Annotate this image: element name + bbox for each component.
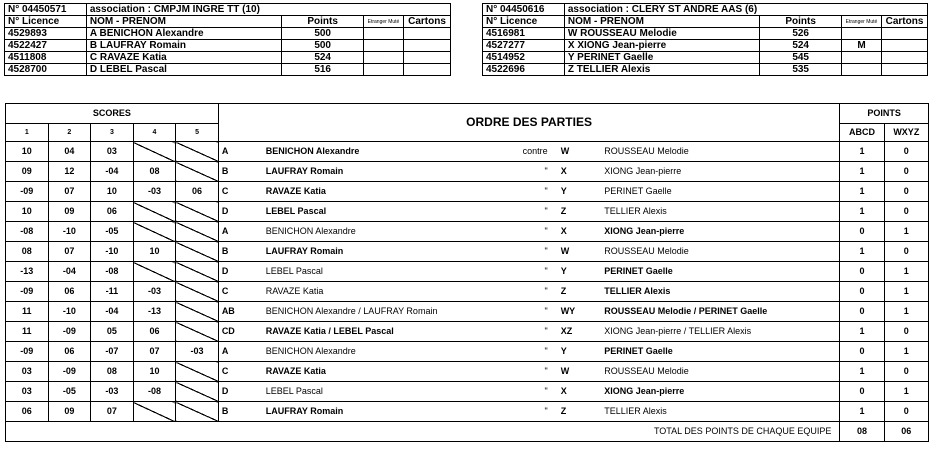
total-label: TOTAL DES POINTS DE CHAQUE EQUIPE (6, 422, 840, 442)
versus-label: " (443, 362, 558, 382)
team-b-player: XIONG Jean-pierre (601, 222, 840, 242)
set-score: -09 (6, 282, 49, 302)
total-team-b: 06 (884, 422, 928, 442)
set-score: 08 (6, 242, 49, 262)
match-row (6, 162, 929, 182)
match-row (6, 242, 929, 262)
player-licence: 4514952 (483, 52, 565, 64)
player-licence: 4511808 (5, 52, 87, 64)
team-b-player: TELLIER Alexis (601, 202, 840, 222)
player-points: 516 (282, 64, 364, 76)
player-name: X XIONG Jean-pierre (564, 40, 759, 52)
set-score (133, 262, 176, 282)
set-score (176, 382, 219, 402)
player-points: 524 (282, 52, 364, 64)
team-a-letter: C (218, 362, 262, 382)
set-score: 04 (48, 142, 91, 162)
set-score: 06 (48, 342, 91, 362)
set-score: 06 (48, 282, 91, 302)
team-a-point: 1 (840, 142, 884, 162)
match-row (6, 282, 929, 302)
player-points: 500 (282, 28, 364, 40)
player-cartons (403, 40, 450, 52)
team-a-letter: D (218, 202, 262, 222)
team-a-point: 1 (840, 202, 884, 222)
team-a-player: RAVAZE Katia (263, 362, 443, 382)
team-a-player: LAUFRAY Romain (263, 242, 443, 262)
player-etranger (364, 52, 404, 64)
set-score: 10 (6, 202, 49, 222)
player-licence: 4527277 (483, 40, 565, 52)
team-a-player: LEBEL Pascal (263, 202, 443, 222)
set-score (133, 222, 176, 242)
match-sheet-table (5, 103, 929, 442)
versus-label: " (443, 182, 558, 202)
player-row (5, 40, 451, 52)
team-b-player: ROUSSEAU Melodie / PERINET Gaelle (601, 302, 840, 322)
team-b-letter: Y (558, 342, 602, 362)
team-b-player: TELLIER Alexis (601, 402, 840, 422)
order-header: ORDRE DES PARTIES (218, 104, 840, 142)
team-b-player: PERINET Gaelle (601, 182, 840, 202)
team-b-point: 1 (884, 262, 928, 282)
club-b-name-header: NOM - PRENOM (564, 16, 759, 28)
team-b-point: 0 (884, 142, 928, 162)
set-score: 06 (176, 182, 219, 202)
set-score (176, 162, 219, 182)
team-b-point: 1 (884, 382, 928, 402)
club-b-licence-header: N° Licence (483, 16, 565, 28)
set-score: 07 (48, 242, 91, 262)
team-a-letter: B (218, 162, 262, 182)
team-b-letter: XZ (558, 322, 602, 342)
team-a-letter: D (218, 262, 262, 282)
player-points: 545 (760, 52, 842, 64)
player-points: 500 (282, 40, 364, 52)
set-score: -08 (91, 262, 134, 282)
player-cartons (881, 64, 927, 76)
set-score: 12 (48, 162, 91, 182)
match-row (6, 322, 929, 342)
team-a-letter: A (218, 342, 262, 362)
set-number: 1 (6, 124, 49, 142)
versus-label: " (443, 162, 558, 182)
team-b-letter: X (558, 162, 602, 182)
team-b-player: TELLIER Alexis (601, 282, 840, 302)
set-number: 3 (91, 124, 134, 142)
set-score: -10 (48, 222, 91, 242)
set-score: 05 (91, 322, 134, 342)
team-a-point: 1 (840, 162, 884, 182)
set-score: -13 (133, 302, 176, 322)
team-b-letter: W (558, 242, 602, 262)
club-a-number: N° 04450571 (5, 4, 87, 16)
team-a-point: 1 (840, 242, 884, 262)
set-score: -07 (91, 342, 134, 362)
set-score: -09 (48, 362, 91, 382)
player-etranger (364, 28, 404, 40)
team-a-point: 0 (840, 222, 884, 242)
set-score (176, 142, 219, 162)
team-b-point: 1 (884, 302, 928, 322)
team-b-letter: Z (558, 202, 602, 222)
team-a-point: 0 (840, 302, 884, 322)
versus-label: " (443, 222, 558, 242)
set-number: 2 (48, 124, 91, 142)
set-score (176, 202, 219, 222)
set-score: 03 (6, 382, 49, 402)
team-a-letter: C (218, 282, 262, 302)
set-score: -10 (48, 302, 91, 322)
team-a-point: 1 (840, 182, 884, 202)
set-score: 06 (91, 202, 134, 222)
team-a-player: LEBEL Pascal (263, 262, 443, 282)
team-b-point: 1 (884, 342, 928, 362)
team-a-letter: D (218, 382, 262, 402)
player-name: B LAUFRAY Romain (86, 40, 281, 52)
club-b-etranger-header: Etranger Muté (842, 16, 882, 28)
set-score (176, 222, 219, 242)
set-score: 07 (133, 342, 176, 362)
team-b-letter: Y (558, 262, 602, 282)
player-name: D LEBEL Pascal (86, 64, 281, 76)
versus-label: " (443, 382, 558, 402)
set-score: -05 (91, 222, 134, 242)
set-score: -04 (48, 262, 91, 282)
team-b-point: 0 (884, 162, 928, 182)
set-score: -11 (91, 282, 134, 302)
set-score: -04 (91, 302, 134, 322)
player-licence: 4528700 (5, 64, 87, 76)
points-header: POINTS (840, 104, 929, 124)
set-score: 03 (91, 142, 134, 162)
player-name: C RAVAZE Katia (86, 52, 281, 64)
set-score (176, 262, 219, 282)
team-b-point: 0 (884, 202, 928, 222)
set-score: 06 (6, 402, 49, 422)
team-b-letter: WY (558, 302, 602, 322)
set-score: -03 (133, 182, 176, 202)
team-b-letter: Z (558, 402, 602, 422)
set-score: -03 (176, 342, 219, 362)
set-score: 11 (6, 302, 49, 322)
set-score: 03 (6, 362, 49, 382)
match-row (6, 202, 929, 222)
match-row (6, 222, 929, 242)
team-a-point: 1 (840, 322, 884, 342)
club-a-cartons-header: Cartons (403, 16, 450, 28)
team-b-player: ROUSSEAU Melodie (601, 142, 840, 162)
team-a-letter: CD (218, 322, 262, 342)
player-etranger (364, 40, 404, 52)
team-b-points-label: WXYZ (884, 124, 928, 142)
match-row (6, 382, 929, 402)
versus-label: " (443, 262, 558, 282)
team-a-letter: B (218, 242, 262, 262)
team-b-player: ROUSSEAU Melodie (601, 362, 840, 382)
team-b-player: XIONG Jean-pierre / TELLIER Alexis (601, 322, 840, 342)
team-a-letter: A (218, 142, 262, 162)
scores-header: SCORES (6, 104, 219, 124)
team-b-point: 0 (884, 322, 928, 342)
set-score: 10 (91, 182, 134, 202)
versus-label: " (443, 402, 558, 422)
player-row (5, 64, 451, 76)
team-b-letter: X (558, 222, 602, 242)
player-row (483, 28, 928, 40)
player-name: A BENICHON Alexandre (86, 28, 281, 40)
player-etranger (842, 28, 882, 40)
player-etranger (842, 64, 882, 76)
player-points: 526 (760, 28, 842, 40)
set-score: 08 (91, 362, 134, 382)
team-b-player: PERINET Gaelle (601, 342, 840, 362)
club-a-points-header: Points (282, 16, 364, 28)
player-etranger (364, 64, 404, 76)
set-score: 07 (48, 182, 91, 202)
player-cartons (403, 64, 450, 76)
team-b-player: XIONG Jean-pierre (601, 382, 840, 402)
set-score: -13 (6, 262, 49, 282)
set-score: 11 (6, 322, 49, 342)
match-row (6, 342, 929, 362)
player-cartons (881, 40, 927, 52)
club-b-number: N° 04450616 (483, 4, 565, 16)
player-row (483, 40, 928, 52)
set-score: 10 (6, 142, 49, 162)
player-row (5, 28, 451, 40)
team-b-letter: X (558, 382, 602, 402)
versus-label: contre (443, 142, 558, 162)
team-a-player: BENICHON Alexandre (263, 142, 443, 162)
player-licence: 4522696 (483, 64, 565, 76)
set-score: -09 (48, 322, 91, 342)
team-a-point: 0 (840, 342, 884, 362)
player-row (483, 52, 928, 64)
team-a-player: LAUFRAY Romain (263, 162, 443, 182)
player-licence: 4522427 (5, 40, 87, 52)
set-score: 09 (48, 402, 91, 422)
team-b-letter: Z (558, 282, 602, 302)
match-row (6, 182, 929, 202)
set-score (176, 322, 219, 342)
team-b-player: ROUSSEAU Melodie (601, 242, 840, 262)
player-row (5, 52, 451, 64)
versus-label: " (443, 202, 558, 222)
set-score: 08 (133, 162, 176, 182)
set-score: -04 (91, 162, 134, 182)
team-a-points-label: ABCD (840, 124, 884, 142)
club-b-table (482, 3, 928, 76)
player-cartons (881, 28, 927, 40)
team-b-point: 0 (884, 182, 928, 202)
player-name: W ROUSSEAU Melodie (564, 28, 759, 40)
team-a-letter: A (218, 222, 262, 242)
team-b-point: 0 (884, 242, 928, 262)
player-name: Z TELLIER Alexis (564, 64, 759, 76)
match-row (6, 262, 929, 282)
club-a-name-header: NOM - PRENOM (86, 16, 281, 28)
team-a-point: 1 (840, 402, 884, 422)
team-a-point: 0 (840, 382, 884, 402)
set-score: -09 (6, 182, 49, 202)
set-score: -05 (48, 382, 91, 402)
player-name: Y PERINET Gaelle (564, 52, 759, 64)
team-b-player: PERINET Gaelle (601, 262, 840, 282)
player-cartons (403, 52, 450, 64)
team-a-player: RAVAZE Katia (263, 282, 443, 302)
team-b-point: 1 (884, 282, 928, 302)
club-a-table (4, 3, 451, 76)
team-a-player: LAUFRAY Romain (263, 402, 443, 422)
club-a-licence-header: N° Licence (5, 16, 87, 28)
set-score (133, 202, 176, 222)
versus-label: " (443, 242, 558, 262)
team-a-letter: B (218, 402, 262, 422)
club-b-cartons-header: Cartons (881, 16, 927, 28)
team-a-player: RAVAZE Katia (263, 182, 443, 202)
team-b-letter: W (558, 142, 602, 162)
versus-label: " (443, 342, 558, 362)
club-b-points-header: Points (760, 16, 842, 28)
set-score: -03 (133, 282, 176, 302)
team-b-letter: W (558, 362, 602, 382)
set-number: 5 (176, 124, 219, 142)
versus-label: " (443, 302, 558, 322)
set-score: -03 (91, 382, 134, 402)
set-score: 09 (6, 162, 49, 182)
team-b-letter: Y (558, 182, 602, 202)
total-team-a: 08 (840, 422, 884, 442)
set-number: 4 (133, 124, 176, 142)
set-score: 10 (133, 362, 176, 382)
team-a-letter: C (218, 182, 262, 202)
team-a-point: 0 (840, 282, 884, 302)
player-points: 535 (760, 64, 842, 76)
team-a-player: BENICHON Alexandre (263, 222, 443, 242)
club-b-association: association : CLERY ST ANDRE AAS (6) (564, 4, 927, 16)
team-b-player: XIONG Jean-pierre (601, 162, 840, 182)
player-points: 524 (760, 40, 842, 52)
team-a-point: 1 (840, 362, 884, 382)
set-score (176, 362, 219, 382)
team-a-player: BENICHON Alexandre (263, 342, 443, 362)
set-score (133, 402, 176, 422)
set-score: 06 (133, 322, 176, 342)
set-score (176, 242, 219, 262)
versus-label: " (443, 282, 558, 302)
set-score: 09 (48, 202, 91, 222)
set-score (176, 402, 219, 422)
team-a-point: 0 (840, 262, 884, 282)
team-a-player: BENICHON Alexandre / LAUFRAY Romain (263, 302, 443, 322)
team-b-point: 0 (884, 362, 928, 382)
player-etranger: M (842, 40, 882, 52)
set-score: -08 (6, 222, 49, 242)
set-score: 07 (91, 402, 134, 422)
set-score: -10 (91, 242, 134, 262)
team-a-letter: AB (218, 302, 262, 322)
player-licence: 4529893 (5, 28, 87, 40)
team-b-point: 1 (884, 222, 928, 242)
player-etranger (842, 52, 882, 64)
player-row (483, 64, 928, 76)
match-row (6, 402, 929, 422)
match-row (6, 142, 929, 162)
club-a-etranger-header: Etranger Muté (364, 16, 404, 28)
set-score (176, 302, 219, 322)
player-cartons (881, 52, 927, 64)
set-score: -08 (133, 382, 176, 402)
team-a-player: RAVAZE Katia / LEBEL Pascal (263, 322, 443, 342)
player-licence: 4516981 (483, 28, 565, 40)
versus-label: " (443, 322, 558, 342)
match-row (6, 362, 929, 382)
player-cartons (403, 28, 450, 40)
set-score: -09 (6, 342, 49, 362)
team-a-player: LEBEL Pascal (263, 382, 443, 402)
set-score (176, 282, 219, 302)
set-score: 10 (133, 242, 176, 262)
team-b-point: 0 (884, 402, 928, 422)
club-a-association: association : CMPJM INGRE TT (10) (86, 4, 450, 16)
set-score (133, 142, 176, 162)
match-row (6, 302, 929, 322)
